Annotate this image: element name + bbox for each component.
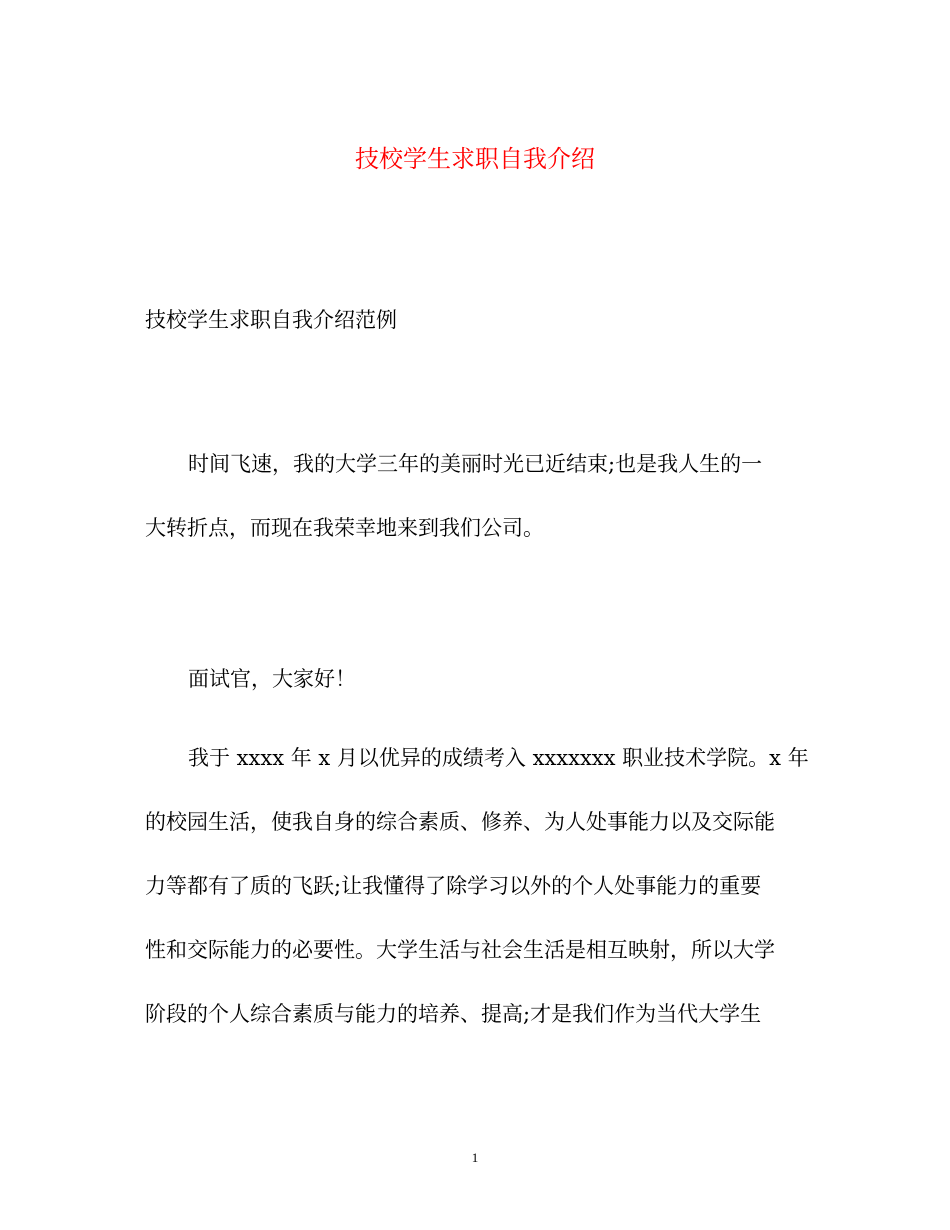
paragraph-line: 时间飞速，我的大学三年的美丽时光已近结束;也是我人生的一 <box>188 452 763 476</box>
paragraph-line: 性和交际能力的必要性。大学生活与社会生活是相互映射，所以大学 <box>145 938 775 962</box>
paragraph-greeting <box>145 647 805 711</box>
paragraph-line: 大转折点，而现在我荣幸地来到我们公司。 <box>145 516 544 540</box>
paragraph-line: 力等都有了质的飞跃;让我懂得了除学习以外的个人处事能力的重要 <box>145 874 762 898</box>
paragraph-line: 的校园生活，使我自身的综合素质、修养、为人处事能力以及交际能 <box>145 810 775 834</box>
paragraph-line: 我于 xxxx 年 x 月以优异的成绩考入 xxxxxxx 职业技术学院。x 年 <box>188 746 809 770</box>
paragraph-body <box>145 726 809 1046</box>
document-subtitle: 技校学生求职自我介绍范例 <box>145 308 397 332</box>
paragraph-intro <box>145 432 805 560</box>
greeting-line: 面试官，大家好！ <box>188 667 356 691</box>
page-number: 1 <box>471 1150 479 1165</box>
document-title: 技校学生求职自我介绍 <box>355 145 595 173</box>
paragraph-line: 阶段的个人综合素质与能力的培养、提高;才是我们作为当代大学生 <box>145 1002 762 1026</box>
